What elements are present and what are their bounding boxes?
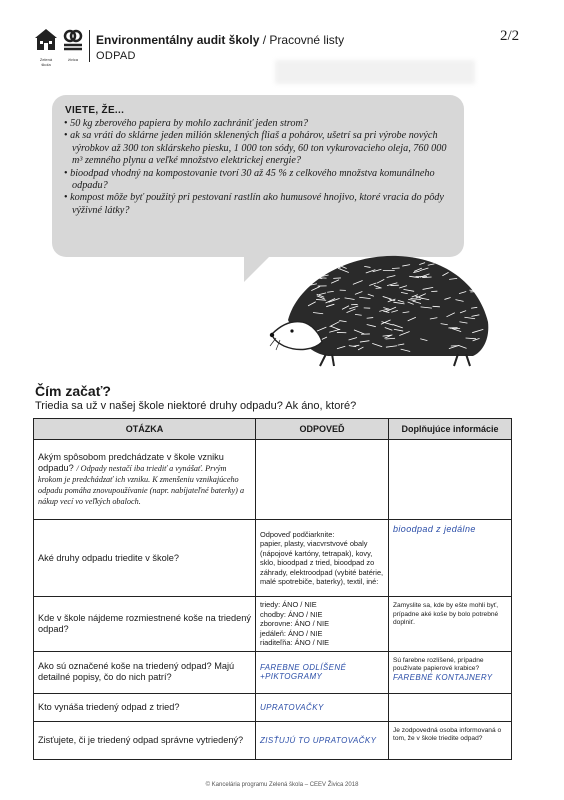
question-cell [34,440,256,520]
zivica-mark-icon [62,28,84,52]
col-header-extra: Doplňujúce informácie [389,419,512,440]
answer-line: zborovne: ÁNO / NIE [260,619,330,628]
col-header-answer: ODPOVEĎ [256,419,389,440]
answer-cell[interactable] [256,721,389,759]
fact-item: • kompost môže byť použitý pri pestovaní rastlín ako humusové hnojivo, ktoré vracia do pôdy výživné látky? [60,192,455,217]
info-bubble-heading: VIETE, ŽE... [65,105,125,116]
fact-item: • bioodpad vhodný na kompostovanie tvorí 30 až 45 % z celkového množstva komunálneho odpadu? [60,168,455,193]
fact-list [60,118,455,217]
hedgehog-illustration [268,242,493,370]
extra-cell[interactable] [389,651,512,693]
table-row [34,721,512,759]
answer-caption: Odpoveď podčiarknite: [260,529,335,539]
page-footer: © Kancelária programu Zelená škola – CEEV Živica 2018 [205,782,359,788]
logo-caption-right: živica [67,57,78,62]
extra-cell[interactable] [389,520,512,597]
question-cell: Kde v škole nájdeme rozmiestnené koše na triedený odpad? [34,597,256,652]
tree-house-icon [35,28,57,52]
extra-cell[interactable] [389,693,512,721]
answer-cell[interactable] [256,693,389,721]
header-divider [89,30,90,62]
answer-line: chodby: ÁNO / NIE [260,609,323,619]
hedgehog-spine [469,262,477,264]
extra-cell[interactable]: Je zodpovedná osoba informovaná o tom, že v škole triedite odpad? [389,721,512,759]
fact-item: • ak sa vráti do sklárne jeden milión sklenených fliaš a pohárov, ušetrí sa pri výrobe nových výrobkov až 300 ton sklárskeho piesku, 1 000 ton sódy, 60 ton vykurovacieho oleja, 760 000 m³ zemného plynu a veľké množstvo elektrickej energie? [60,130,455,167]
page-number: 2/2 [500,28,520,44]
section-lead: Triedia sa už v našej škole niektoré druhy odpadu? Ak áno, ktoré? [35,400,357,412]
table-row [34,597,512,652]
handwritten-note: bioodpad z jedálne [393,524,476,534]
handwritten-note: FAREBNÉ KONTAJNERY [393,672,493,682]
question-cell: Kto vynáša triedený odpad z tried? [34,693,256,721]
question-cell: Zisťujete, či je triedený odpad správne vytriedený? [34,721,256,759]
fact-item: • 50 kg zberového papiera by mohlo zachrániť jeden strom? [60,118,455,130]
col-header-question: OTÁZKA [34,419,256,440]
answer-cell[interactable] [256,520,389,597]
table-row [34,651,512,693]
answer-cell[interactable] [256,440,389,520]
zivica-logo [62,28,84,60]
table-row [34,693,512,721]
question-text: Akým spôsobom predchádzate v škole vzniku odpadu? [38,452,224,473]
handwritten-answer: +PIKTOGRAMY [260,672,323,681]
handwritten-answer: UPRATOVAČKY [260,703,324,712]
logo-caption-left: Zelená škola [39,57,53,67]
audit-table [33,418,512,760]
answer-cell[interactable] [256,651,389,693]
table-row [34,440,512,520]
handwritten-answer: ZISŤUJÚ TO UPRATOVAČKY [260,736,377,745]
extra-cell[interactable] [389,440,512,520]
answer-options: papier, plasty, viacvrstvové obaly (nápojové kartóny, tetrapak), kovy, sklo, bioodpad z tried, bioodpad zo záhrady, elektroodpad (vybité batérie, malé spotrebiče, baterky), textil, iné: [260,539,384,586]
question-cell: Aké druhy odpadu triedite v škole? [34,520,256,597]
table-header-row [34,419,512,440]
page-title-main: Environmentálny audit školy [96,33,260,47]
question-cell: Ako sú označené koše na triedený odpad? Majú detailné popisy, čo do nich patrí? [34,651,256,693]
section-heading: Čím začať? [35,383,111,399]
table-row [34,520,512,597]
info-bubble-tail [244,256,270,282]
question-note: / Odpady nestačí iba triediť a vynášať. Prvým krokom je predchádzať ich vzniku. K zmenšeniu vznikajúceho odpadu pomáha znovupoužívanie (napr. nabíjateľné baterky) a nákup vecí vo veľkých obaloch. [38,464,245,506]
show-through-smudge [275,60,475,84]
answer-cell[interactable] [256,597,389,652]
handwritten-answer: FAREBNE ODLÍŠENÉ [260,663,347,672]
answer-line: triedy: ÁNO / NIE [260,600,317,609]
extra-text: Sú farebne rozlíšené, prípadne používate papierové krabice? [393,656,484,672]
answer-line: jedáleň: ÁNO / NIE [260,628,323,638]
answer-line: riaditeľňa: ÁNO / NIE [260,638,330,647]
page-title: Environmentálny audit školy / Pracovné listy [96,33,345,47]
extra-cell[interactable]: Zamyslite sa, kde by ešte mohli byť, prípadne aké koše by bolo potrebné doplniť. [389,597,512,652]
page-subtitle: ODPAD [96,50,136,62]
page-title-suffix: Pracovné listy [269,33,345,47]
zelena-skola-logo [35,28,57,67]
